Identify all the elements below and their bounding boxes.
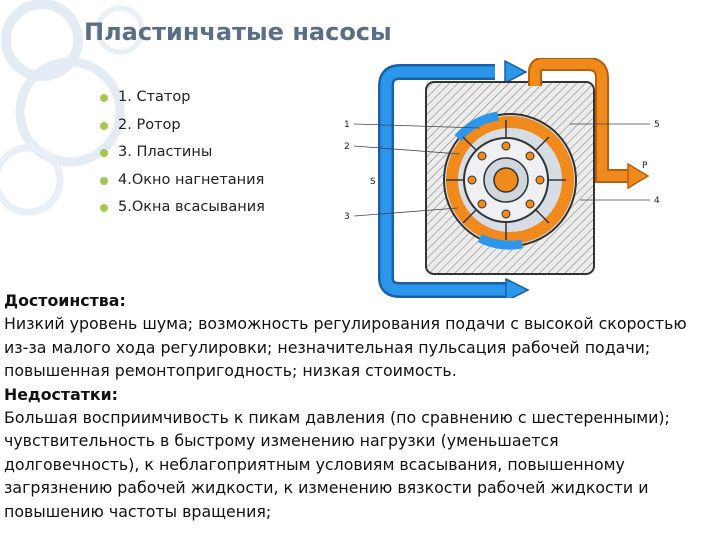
parts-list [100, 84, 265, 222]
label-5: 5 [654, 120, 660, 130]
shaft [494, 168, 518, 192]
label-s: S [370, 177, 376, 187]
disadvantages-line: повышению частоты вращения; [4, 501, 272, 521]
bullet-icon [100, 122, 108, 130]
advantages-line: Низкий уровень шума; возможность регулирования подачи с высокой скоростью [4, 314, 687, 334]
intake-arrow-icon [505, 61, 526, 83]
list-item: 1. Статор [100, 84, 265, 112]
bullet-icon [100, 177, 108, 185]
label-3: 3 [344, 212, 350, 222]
disadvantages-line: загрязнению рабочей жидкости, к изменению вязкости рабочей жидкости и [4, 478, 649, 498]
list-item: 5.Окна всасывания [100, 194, 265, 222]
advantages-line: повышенная ремонтопригодность; низкая стоимость. [4, 361, 457, 381]
advantages-heading: Достоинства: [4, 291, 126, 310]
slide-title: Пластинчатые насосы [84, 18, 392, 46]
disadvantages-heading: Недостатки: [4, 384, 118, 404]
vane-pump-diagram [330, 58, 670, 298]
bullet-icon [100, 204, 108, 212]
disadvantages-line: Большая восприимчивость к пикам давления (по сравнению с шестеренными); [4, 408, 670, 428]
bullet-icon [100, 94, 108, 102]
bullet-icon [100, 149, 108, 157]
label-p: P [642, 161, 648, 171]
advantages-line: из-за малого хода регулировки; незначительная пульсация рабочей подачи; [4, 337, 651, 357]
label-1: 1 [344, 120, 350, 130]
label-2: 2 [344, 142, 350, 152]
disadvantages-line: чувствительность в быстрому изменению нагрузки (уменьшается [4, 431, 559, 451]
description [4, 289, 720, 523]
list-item: 2. Ротор [100, 112, 265, 140]
label-4: 4 [654, 196, 660, 206]
disadvantages-line: долговечность), к неблагоприятным условиям всасывания, повышенному [4, 454, 625, 474]
list-item: 4.Окно нагнетания [100, 167, 265, 195]
list-item: 3. Пластины [100, 139, 265, 167]
